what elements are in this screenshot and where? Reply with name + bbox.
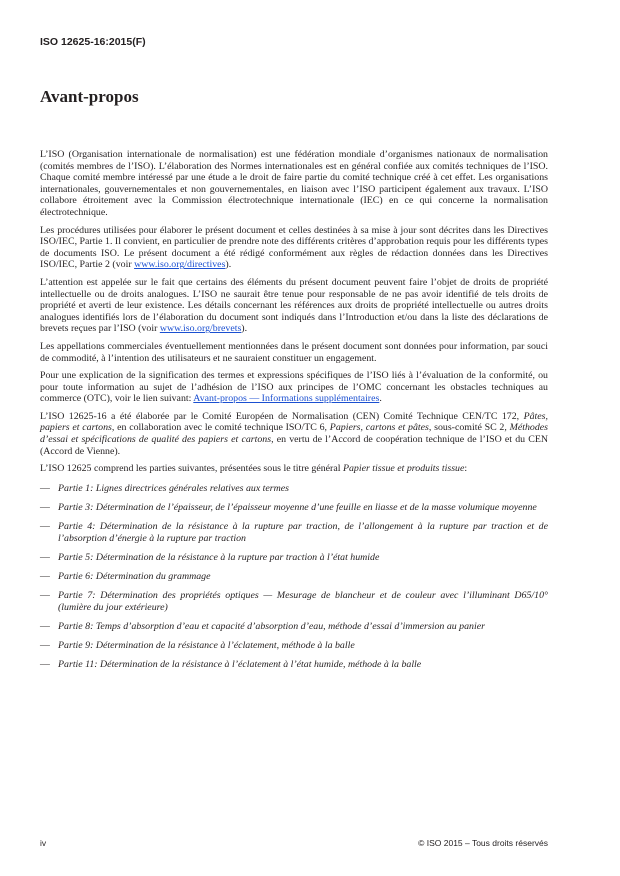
link-supplementary-info[interactable]: Avant-propos — Informations supplémentaires: [193, 393, 380, 405]
list-dash: —: [40, 639, 50, 651]
link-brevets[interactable]: www.iso.org/brevets: [159, 323, 242, 335]
paragraph-iso-intro: L’ISO (Organisation internationale de normalisation) est une fédération mondiale d’organismes nationaux de normalisation (comités membres de l’ISO). L’élaboration des Normes internationales est en général confiée aux comités techniques de l’ISO. Chaque comité membre intéressé par une étude a le droit de faire partie du comité technique créé à cet effet. Les organisations internationales, gouvernementales et non gouvernementales, en liaison avec l’ISO participent également aux travaux. L’ISO collabore étroitement avec la Commission électrotechnique internationale (IEC) en ce qui concerne la normalisation électrotechnique.: [40, 149, 548, 218]
paragraph-conformity: Pour une explication de la signification des termes et expressions spécifiques de l’ISO liés à l’évaluation de la conformité, ou pour toute information au sujet de l’adhésion de l’ISO aux principes de l’OMC concernant les obstacles techniques au commerce (OTC), voir le lien suivant: Avant-propos — Informations supplémentaires.: [40, 370, 548, 405]
list-item: [40, 590, 548, 613]
paragraph-procedures: Les procédures utilisées pour élaborer le présent document et celles destinées à sa mise à jour sont décrites dans les Directives ISO/IEC, Partie 1. Il convient, en particulier de prendre note des différents critères d’approbation requis pour les différents types de documents ISO. Le présent document a été rédigé conformément aux règles de rédaction données dans les Directives ISO/IEC, Partie 2 (voir www.iso.org/directives).: [40, 224, 548, 271]
part-title: Partie 6: Détermination du grammage: [58, 570, 211, 582]
page-number: iv: [40, 838, 47, 848]
list-item: [40, 502, 548, 514]
list-item: [40, 659, 548, 671]
paragraph-committee: L’ISO 12625-16 a été élaborée par le Comité Européen de Normalisation (CEN) Comité Technique CEN/TC 172, Pâtes, papiers et cartons, en collaboration avec le comité technique ISO/TC 6, Papiers, cartons et pâtes, sous-comité SC 2, Méthodes d’essai et spécifications de qualité des papiers et cartons, en vertu de l’Accord de coopération technique de l’ISO et du CEN (Accord de Vienne).: [40, 410, 549, 457]
part-title: Partie 8: Temps d’absorption d’eau et capacité d’absorption d’eau, méthode d’essai d’immersion au panier: [58, 620, 485, 632]
paragraph-patents: L’attention est appelée sur le fait que certains des éléments du présent document peuvent faire l’objet de droits de propriété intellectuelle ou de droits analogues. L’ISO ne saurait être tenue pour responsable de ne pas avoir identifié de tels droits de propriété et averti de leur existence. Les détails concernant les références aux droits de propriété intellectuelle ou autres droits analogues identifiés lors de l’élaboration du document sont indiqués dans l’Introduction et/ou dans la liste des déclarations de brevets reçues par l’ISO (voir www.iso.org/brevets).: [40, 276, 548, 335]
document-body: [40, 149, 548, 678]
link-directives[interactable]: www.iso.org/directives: [134, 259, 226, 271]
page-title: Avant-propos: [40, 87, 139, 106]
list-dash: —: [40, 620, 50, 632]
list-dash: —: [40, 570, 50, 582]
list-dash: —: [40, 658, 50, 670]
part-title: Partie 1: Lignes directrices générales relatives aux termes: [58, 482, 290, 494]
list-item: [40, 640, 548, 652]
list-item: [40, 552, 548, 564]
list-dash: —: [40, 551, 50, 563]
part-title: Partie 3: Détermination de l’épaisseur, de l’épaisseur moyenne d’une feuille en liasse et de la masse volumique moyenne: [58, 501, 537, 513]
list-item: [40, 521, 548, 544]
part-title: Partie 9: Détermination de la résistance à l’éclatement, méthode à la balle: [58, 639, 355, 651]
list-dash: —: [40, 501, 50, 513]
part-title: Partie 4: Détermination de la résistance à la rupture par traction, de l’allongement à la rupture par traction et de l’absorption d’énergie à la rupture par traction: [58, 521, 548, 544]
part-title: Partie 7: Détermination des propriétés optiques — Mesurage de blancheur et de couleur avec l’illuminant D65/10° (lumière du jour extérieure): [58, 589, 548, 613]
list-item: [40, 483, 548, 495]
list-item: [40, 571, 548, 583]
paragraph-trade-names: Les appellations commerciales éventuellement mentionnées dans le présent document sont données pour information, par souci de commodité, à l’intention des utilisateurs et ne sauraient constituer un engagement.: [40, 340, 548, 364]
list-dash: —: [40, 521, 50, 533]
copyright-notice: © ISO 2015 – Tous droits réservés: [418, 838, 548, 848]
paragraph-parts-intro: L’ISO 12625 comprend les parties suivantes, présentées sous le titre général Papier tissue et produits tissue:: [40, 463, 468, 475]
part-title: Partie 5: Détermination de la résistance à la rupture par traction à l’état humide: [58, 551, 380, 563]
parts-list: [40, 483, 548, 671]
document-id-header: ISO 12625-16:2015(F): [40, 36, 146, 48]
list-dash: —: [40, 589, 50, 601]
list-dash: —: [40, 482, 50, 494]
part-title: Partie 11: Détermination de la résistance à l’éclatement à l’état humide, méthode à la balle: [58, 658, 422, 670]
list-item: [40, 621, 548, 633]
